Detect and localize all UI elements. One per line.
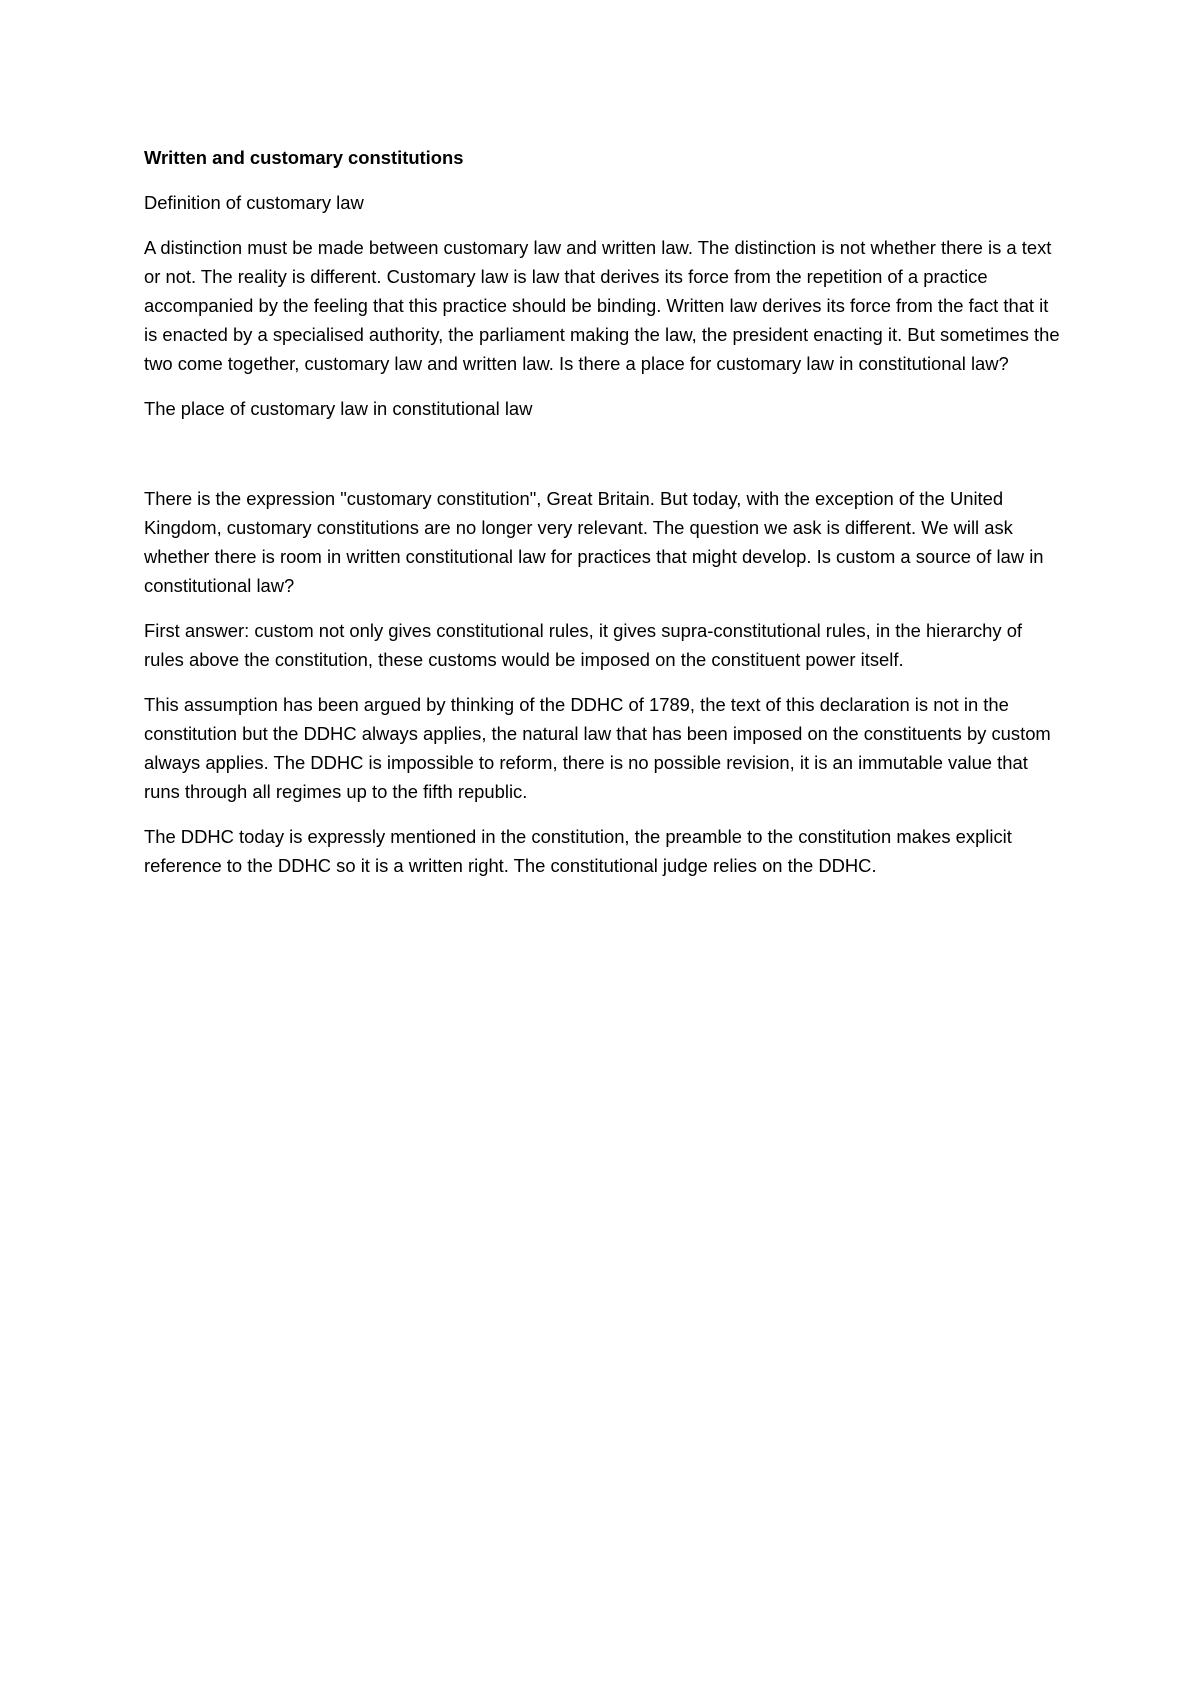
section-heading-place: The place of customary law in constitutional law (144, 398, 533, 419)
paragraph-ddhc-assumption: This assumption has been argued by thinking of the DDHC of 1789, the text of this declaration is not in the constitution but the DDHC always applies, the natural law that has been imposed on the constituents by custom always applies. The DDHC is impossible to reform, there is no possible revision, it is an immutable value that runs through all regimes up to the fifth republic. (144, 694, 1051, 802)
paragraph-ddhc-today: The DDHC today is expressly mentioned in the constitution, the preamble to the constitution makes explicit reference to the DDHC so it is a written right. The constitutional judge relies on the DDHC. (144, 826, 1012, 876)
document-title: Written and customary constitutions (144, 147, 464, 168)
paragraph-distinction: A distinction must be made between customary law and written law. The distinction is not whether there is a text or not. The reality is different. Customary law is law that derives its force from the repetition of a practice accompanied by the feeling that this practice should be binding. Written law derives its force from the fact that it is enacted by a specialised authority, the parliament making the law, the president enacting it. But sometimes the two come together, customary law and written law. Is there a place for customary law in constitutional law? (144, 237, 1060, 374)
blank-line (144, 439, 1064, 484)
paragraph-first-answer: First answer: custom not only gives constitutional rules, it gives supra-constitutional rules, in the hierarchy of rules above the constitution, these customs would be imposed on the constituent power itself. (144, 620, 1023, 670)
paragraph-customary-constitution: There is the expression "customary constitution", Great Britain. But today, with the exception of the United Kingdom, customary constitutions are no longer very relevant. The question we ask is different. We will ask whether there is room in written constitutional law for practices that might develop. Is custom a source of law in constitutional law? (144, 488, 1044, 596)
document-body (144, 143, 1064, 896)
section-heading-definition: Definition of customary law (144, 192, 364, 213)
